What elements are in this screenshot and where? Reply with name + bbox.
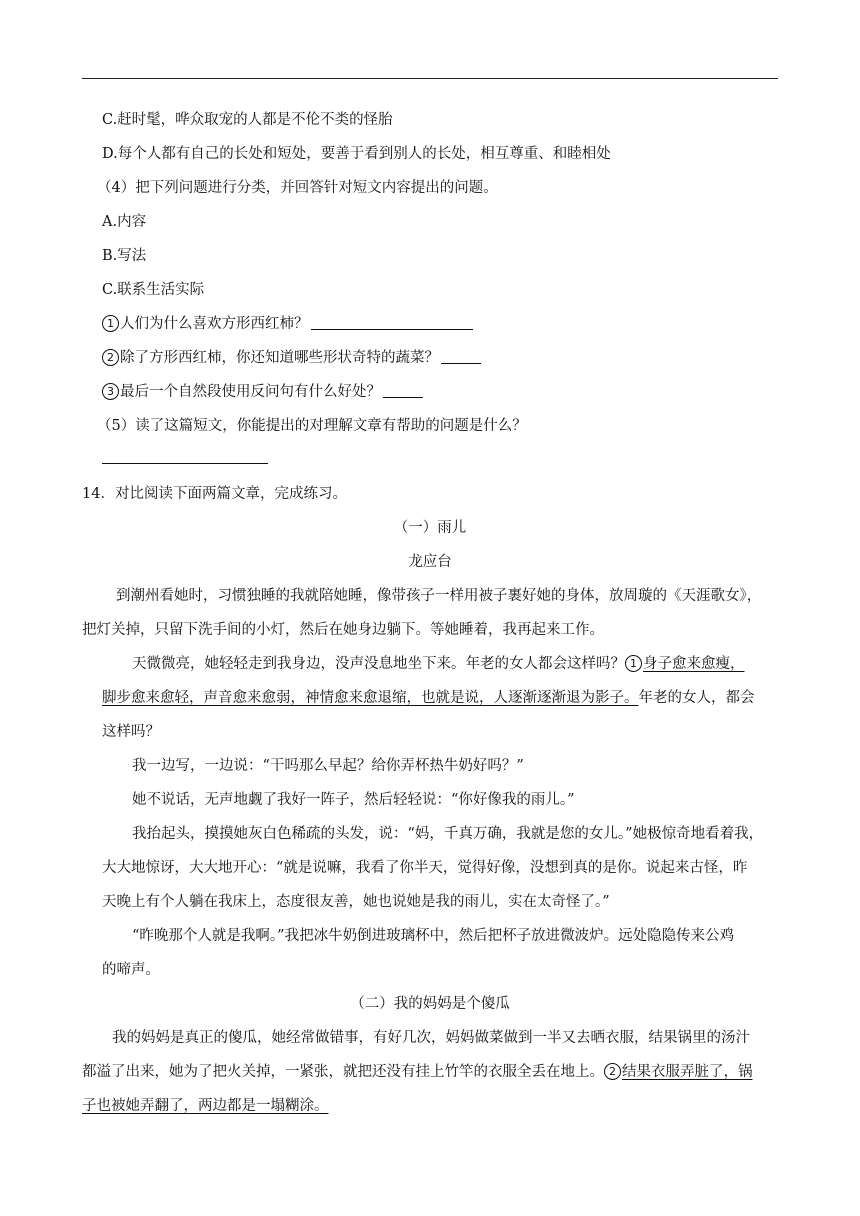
q4-category-b: B.写法 <box>102 248 147 264</box>
article2-p1-line2 <box>82 1062 753 1082</box>
article1-p5-line1: 我抬起头，摸摸她灰白色稀疏的头发，说：“妈，千真万确，我就是您的女儿。”她极惊奇地看着我， <box>132 826 764 842</box>
underlined-sentence-1 <box>625 656 745 672</box>
answer-blank-2[interactable] <box>441 349 481 364</box>
q4-item-1-text: 人们为什么喜欢方形西红柿？ <box>120 316 309 332</box>
option-d: D.每个人都有自己的长处和短处，要善于看到别人的长处，相互尊重、和睦相处 <box>102 146 611 162</box>
underlined-sentence-2 <box>604 1064 753 1080</box>
q4-category-c: C.联系生活实际 <box>102 282 205 298</box>
article1-p2-line1 <box>132 654 745 674</box>
circled-number-1: 1 <box>625 655 642 672</box>
answer-blank-1[interactable] <box>311 315 473 330</box>
article1-p6-line2: 的啼声。 <box>102 962 160 978</box>
underlined-text-part1: 身子愈来愈瘦， <box>643 656 745 672</box>
q4-item-3 <box>102 382 423 402</box>
circled-number-2: 2 <box>102 349 119 366</box>
underlined-text-part2: 脚步愈来愈轻，声音愈来愈弱，神情愈来愈退缩，也就是说，人逐渐逐渐退为影子。 <box>102 690 639 706</box>
circled-number-3: 3 <box>102 383 119 400</box>
article1-p4: 她不说话，无声地觑了我好一阵子，然后轻轻说：“你好像我的雨儿。” <box>132 792 575 808</box>
underlined-text-part2: 子也被她弄翻了，两边都是一塌糊涂。 <box>82 1098 329 1114</box>
article1-p2-text: 天微微亮，她轻轻走到我身边，没声没息地坐下来。年老的女人都会这样吗？ <box>132 656 625 672</box>
q4-prompt: （4）把下列问题进行分类，并回答针对短文内容提出的问题。 <box>97 180 498 196</box>
q4-item-2-text: 除了方形西红柿，你还知道哪些形状奇特的蔬菜？ <box>120 350 439 366</box>
q4-item-1 <box>102 314 473 334</box>
article1-title: （一）雨儿 <box>393 520 467 536</box>
circled-number-2: 2 <box>604 1063 621 1080</box>
article1-p1-line1: 到潮州看她时，习惯独睡的我就陪她睡，像带孩子一样用被子裹好她的身体，放周璇的《天涯歌女》， <box>116 588 762 604</box>
underlined-text-part1: 结果衣服弄脏了，锅 <box>622 1064 753 1080</box>
q5-prompt: （5）读了这篇短文，你能提出的对理解文章有帮助的问题是什么？ <box>97 418 527 434</box>
q14-prompt: 14．对比阅读下面两篇文章，完成练习。 <box>82 486 347 502</box>
header-rule <box>82 78 778 79</box>
article1-p1-line2: 把灯关掉，只留下洗手间的小灯，然后在她身边躺下。等她睡着，我再起来工作。 <box>82 622 604 638</box>
article2-p1-line3 <box>82 1096 329 1116</box>
article1-p2-line3: 这样吗？ <box>102 724 160 740</box>
q4-item-2 <box>102 348 481 368</box>
q5-answer-blank[interactable] <box>102 463 268 464</box>
article2-p1-text: 都溢了出来，她为了把火关掉，一紧张，就把还没有挂上竹竿的衣服全丢在地上。 <box>82 1064 604 1080</box>
q4-category-a: A.内容 <box>102 214 147 230</box>
option-c: C.赶时髦，哗众取宠的人都是不伦不类的怪胎 <box>102 112 393 128</box>
answer-blank-3[interactable] <box>383 383 423 398</box>
article1-p5-line2: 大大地惊讶，大大地开心：“就是说嘛，我看了你半天，觉得好像，没想到真的是你。说起来古怪，昨 <box>102 860 748 876</box>
article2-p1-line1: 我的妈妈是真正的傻瓜，她经常做错事，有好几次，妈妈做菜做到一半又去晒衣服，结果锅里的汤汁 <box>112 1030 750 1046</box>
q4-item-3-text: 最后一个自然段使用反问句有什么好处？ <box>120 384 381 400</box>
circled-number-1: 1 <box>102 315 119 332</box>
article1-p2-text-rest: 年老的女人，都会 <box>638 690 755 706</box>
article1-p3: 我一边写，一边说：“干吗那么早起？给你弄杯热牛奶好吗？” <box>132 758 524 774</box>
article1-p2-line2 <box>102 688 755 708</box>
article1-author: 龙应台 <box>408 554 452 570</box>
article1-p6-line1: “昨晚那个人就是我啊。”我把冰牛奶倒进玻璃杯中，然后把杯子放进微波炉。远处隐隐传来公鸡 <box>132 928 735 944</box>
article2-title: （二）我的妈妈是个傻瓜 <box>350 996 510 1012</box>
article1-p5-line3: 天晚上有个人躺在我床上，态度很友善，她也说她是我的雨儿，实在太奇怪了。” <box>102 894 610 910</box>
